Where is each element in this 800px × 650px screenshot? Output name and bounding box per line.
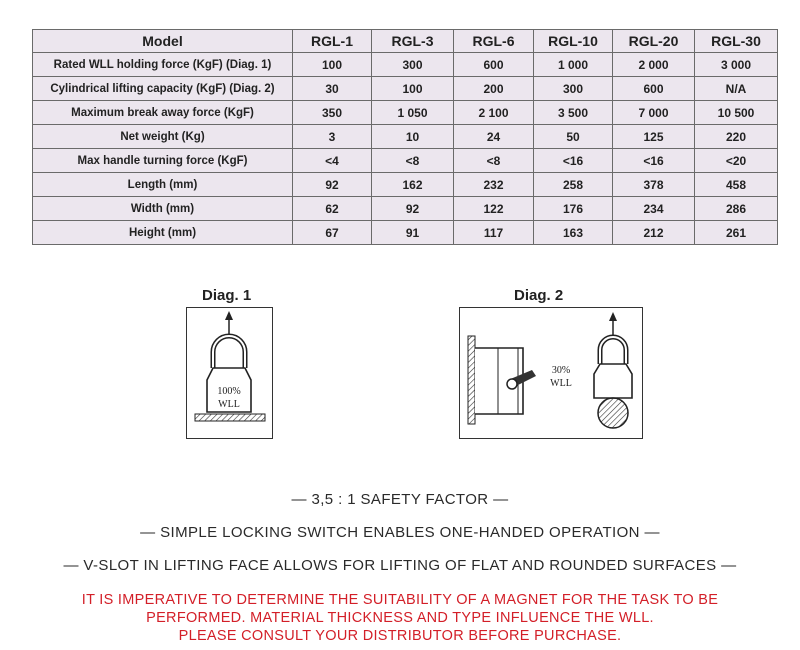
row-label: Length (mm): [33, 173, 293, 197]
table-cell: 300: [534, 77, 613, 101]
table-cell: 7 000: [613, 101, 695, 125]
table-cell: 2 100: [454, 101, 534, 125]
table-cell: 2 000: [613, 53, 695, 77]
table-cell: 100: [372, 77, 454, 101]
table-row: [33, 53, 778, 77]
diag1-title: Diag. 1: [202, 287, 252, 304]
flat-lift-magnet-icon: [187, 308, 272, 438]
table-row: [33, 125, 778, 149]
table-cell: 10 500: [695, 101, 778, 125]
table-cell: 3: [293, 125, 372, 149]
v-slot-text: — V-SLOT IN LIFTING FACE ALLOWS FOR LIFTING OF FLAT AND ROUNDED SURFACES —: [63, 557, 737, 574]
table-cell: 350: [293, 101, 372, 125]
table-cell: 62: [293, 197, 372, 221]
table-cell: 600: [613, 77, 695, 101]
table-cell: 125: [613, 125, 695, 149]
diag1-box: [186, 307, 273, 439]
table-cell: 286: [695, 197, 778, 221]
table-cell: <4: [293, 149, 372, 173]
table-cell: 300: [372, 53, 454, 77]
table-cell: <8: [454, 149, 534, 173]
table-row: [33, 77, 778, 101]
header-rgl-6: RGL-6: [454, 30, 534, 53]
table-cell: 67: [293, 221, 372, 245]
table-row: [33, 173, 778, 197]
table-cell: 92: [372, 197, 454, 221]
table-cell: 10: [372, 125, 454, 149]
warning-line-1: IT IS IMPERATIVE TO DETERMINE THE SUITABILITY OF A MAGNET FOR THE TASK TO BE: [81, 592, 719, 608]
row-label: Height (mm): [33, 221, 293, 245]
diag2-box: [459, 307, 643, 439]
row-label: Net weight (Kg): [33, 125, 293, 149]
table-cell: 162: [372, 173, 454, 197]
table-cell: 91: [372, 221, 454, 245]
table-cell: 92: [293, 173, 372, 197]
table-cell: 100: [293, 53, 372, 77]
header-model: Model: [33, 30, 293, 53]
table-cell: 378: [613, 173, 695, 197]
locking-switch-text: — SIMPLE LOCKING SWITCH ENABLES ONE-HANDED OPERATION —: [140, 524, 660, 541]
table-row: [33, 149, 778, 173]
table-cell: 117: [454, 221, 534, 245]
header-rgl-10: RGL-10: [534, 30, 613, 53]
diag1-wll-label: WLL: [218, 399, 240, 410]
diag2-wll-label: WLL: [550, 378, 572, 389]
table-cell: <8: [372, 149, 454, 173]
table-cell: 258: [534, 173, 613, 197]
table-cell: 3 000: [695, 53, 778, 77]
table-cell: 163: [534, 221, 613, 245]
table-row: [33, 221, 778, 245]
table-cell: 30: [293, 77, 372, 101]
table-cell: 1 000: [534, 53, 613, 77]
table-cell: N/A: [695, 77, 778, 101]
table-cell: 234: [613, 197, 695, 221]
row-label: Rated WLL holding force (KgF) (Diag. 1): [33, 53, 293, 77]
header-rgl-30: RGL-30: [695, 30, 778, 53]
cylindrical-lift-magnet-icon: [460, 308, 642, 438]
header-rgl-1: RGL-1: [293, 30, 372, 53]
table-cell: 600: [454, 53, 534, 77]
spec-table: [32, 29, 778, 245]
row-label: Maximum break away force (KgF): [33, 101, 293, 125]
row-label: Cylindrical lifting capacity (KgF) (Diag. 2): [33, 77, 293, 101]
table-cell: 1 050: [372, 101, 454, 125]
warning-line-2: PERFORMED. MATERIAL THICKNESS AND TYPE INFLUENCE THE WLL.: [146, 610, 654, 626]
table-cell: 220: [695, 125, 778, 149]
table-cell: 200: [454, 77, 534, 101]
safety-factor-text: — 3,5 : 1 SAFETY FACTOR —: [291, 491, 509, 508]
table-cell: <16: [534, 149, 613, 173]
table-cell: 24: [454, 125, 534, 149]
table-header-row: [33, 30, 778, 53]
table-cell: 50: [534, 125, 613, 149]
table-cell: 232: [454, 173, 534, 197]
table-cell: 122: [454, 197, 534, 221]
diag2-percent-label: 30%: [551, 365, 571, 376]
header-rgl-3: RGL-3: [372, 30, 454, 53]
table-cell: 261: [695, 221, 778, 245]
table-cell: 176: [534, 197, 613, 221]
table-cell: <16: [613, 149, 695, 173]
table-row: [33, 101, 778, 125]
row-label: Max handle turning force (KgF): [33, 149, 293, 173]
table-cell: 458: [695, 173, 778, 197]
table-cell: <20: [695, 149, 778, 173]
warning-line-3: PLEASE CONSULT YOUR DISTRIBUTOR BEFORE PURCHASE.: [178, 628, 622, 644]
diag2-title: Diag. 2: [514, 287, 564, 304]
header-rgl-20: RGL-20: [613, 30, 695, 53]
row-label: Width (mm): [33, 197, 293, 221]
table-cell: 3 500: [534, 101, 613, 125]
table-row: [33, 197, 778, 221]
table-cell: 212: [613, 221, 695, 245]
diag1-percent-label: 100%: [217, 386, 241, 397]
